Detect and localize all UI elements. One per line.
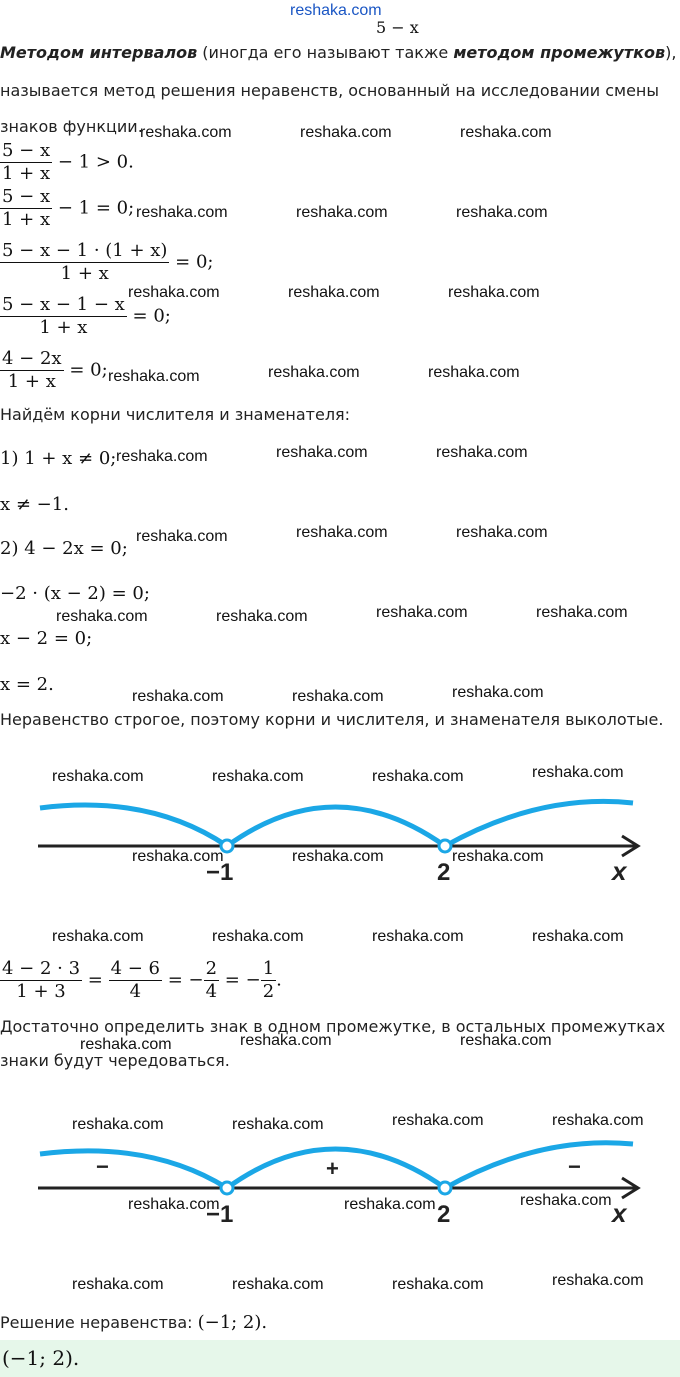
check-eq-1: = — [82, 969, 109, 991]
watermark: reshaka.com — [232, 1276, 324, 1293]
watermark: reshaka.com — [140, 124, 232, 141]
sign-right: − — [568, 1154, 581, 1179]
step-6: x = 2. — [0, 674, 54, 695]
eq3-denominator: 1 + x — [60, 263, 109, 284]
interval-arc-left — [40, 1151, 227, 1188]
solution-label: Решение неравенства: — [0, 1313, 198, 1332]
watermark: reshaka.com — [372, 768, 464, 785]
roots-heading: Найдём корни числителя и знаменателя: — [0, 405, 351, 424]
watermark: reshaka.com — [128, 284, 220, 301]
solution-line — [0, 1312, 267, 1334]
watermark: reshaka.com — [212, 768, 304, 785]
watermark: reshaka.com — [80, 1036, 172, 1053]
watermark: reshaka.com — [344, 1196, 436, 1213]
check-f2-num: 4 − 6 — [110, 958, 161, 979]
point-two — [439, 840, 451, 852]
eq4-denominator: 1 + x — [39, 317, 88, 338]
check-f4-num: 1 — [262, 958, 275, 979]
intro-part-2: ), — [665, 43, 677, 62]
watermark: reshaka.com — [428, 364, 520, 381]
watermark: reshaka.com — [72, 1116, 164, 1133]
check-f1-num: 4 − 2 · 3 — [2, 958, 81, 979]
watermark: reshaka.com — [268, 364, 360, 381]
equation-1 — [0, 140, 134, 185]
watermark: reshaka.com — [456, 204, 548, 221]
check-f2-den: 4 — [129, 981, 142, 1002]
interval-arc-middle — [227, 807, 445, 846]
eq5-numerator: 4 − 2x — [2, 348, 62, 369]
watermark: reshaka.com — [460, 1032, 552, 1049]
number-line-1 — [0, 788, 680, 888]
sign-left: − — [96, 1154, 109, 1179]
interval-arc-left — [40, 805, 227, 846]
watermark: reshaka.com — [552, 1272, 644, 1289]
watermark: reshaka.com — [532, 764, 624, 781]
eq2-rest: − 1 = 0; — [52, 197, 135, 219]
watermark: reshaka.com — [372, 928, 464, 945]
watermark: reshaka.com — [376, 604, 468, 621]
sign-middle: + — [326, 1156, 339, 1181]
eq4-numerator: 5 − x − 1 − x — [2, 294, 125, 315]
watermark: reshaka.com — [452, 848, 544, 865]
answer-value: (−1; 2). — [2, 1346, 80, 1370]
watermark: reshaka.com — [132, 848, 224, 865]
eq1-rest: − 1 > 0. — [52, 151, 134, 173]
watermark: reshaka.com — [276, 444, 368, 461]
intro-line-2: называется метод решения неравенств, основанный на исследовании смены — [0, 81, 660, 100]
watermark: reshaka.com — [108, 368, 200, 385]
step-5: x − 2 = 0; — [0, 628, 93, 649]
label-x: x — [612, 1198, 627, 1228]
watermark: reshaka.com — [456, 524, 548, 541]
answer-box — [0, 1340, 680, 1377]
watermark: reshaka.com — [52, 928, 144, 945]
check-eq-2: = − — [162, 969, 204, 991]
watermark: reshaka.com — [52, 768, 144, 785]
watermark: reshaka.com — [296, 524, 388, 541]
check-eq-3: = − — [219, 969, 261, 991]
watermark: reshaka.com — [536, 604, 628, 621]
eq1-numerator: 5 − x — [2, 140, 51, 161]
watermark: reshaka.com — [72, 1276, 164, 1293]
step-2: x ≠ −1. — [0, 494, 69, 515]
step-4: −2 · (x − 2) = 0; — [0, 583, 150, 604]
watermark: reshaka.com — [460, 124, 552, 141]
eq1-denominator: 1 + x — [2, 163, 51, 184]
step-1: 1) 1 + x ≠ 0; — [0, 448, 117, 469]
strict-note: Неравенство строгое, поэтому корни и числителя, и знаменателя выколотые. — [0, 710, 664, 729]
label-x: x — [612, 856, 627, 886]
label-two: 2 — [437, 859, 451, 886]
watermark: reshaka.com — [452, 684, 544, 701]
watermark: reshaka.com — [296, 204, 388, 221]
check-f1-den: 1 + 3 — [16, 981, 66, 1002]
watermark: reshaka.com — [132, 688, 224, 705]
point-two — [439, 1182, 451, 1194]
watermark: reshaka.com — [232, 1116, 324, 1133]
check-f3-den: 4 — [205, 981, 218, 1002]
watermark: reshaka.com — [212, 928, 304, 945]
eq5-denominator: 1 + x — [7, 371, 56, 392]
step-3: 2) 4 − 2x = 0; — [0, 538, 128, 559]
eq3-numerator: 5 − x − 1 · (1 + x) — [2, 240, 168, 261]
term-interval-method: Методом интервалов — [0, 43, 198, 62]
sign-note-line-1: Достаточно определить знак в одном промежутке, в остальных промежутках — [0, 1017, 666, 1036]
check-f3-num: 2 — [205, 958, 218, 979]
intro-line-1 — [0, 42, 676, 64]
watermark: reshaka.com — [532, 928, 624, 945]
watermark: reshaka.com — [240, 1032, 332, 1049]
watermark: reshaka.com — [552, 1112, 644, 1129]
eq4-rest: = 0; — [126, 305, 171, 327]
term-gap-method: методом промежутков — [453, 43, 666, 62]
watermark: reshaka.com — [116, 448, 208, 465]
eq2-denominator: 1 + x — [2, 209, 51, 230]
check-end: . — [276, 969, 282, 991]
watermark: reshaka.com — [56, 608, 148, 625]
sign-note-line-2: знаки будут чередоваться. — [0, 1051, 230, 1070]
point-minus-one — [221, 1182, 233, 1194]
watermark: reshaka.com — [128, 1196, 220, 1213]
check-computation — [0, 958, 282, 1003]
watermark: reshaka.com — [136, 204, 228, 221]
watermark: reshaka.com — [436, 444, 528, 461]
solution-value: (−1; 2). — [197, 1312, 268, 1333]
eq2-numerator: 5 − x — [2, 186, 51, 207]
number-line-2 — [0, 1130, 680, 1230]
partial-expression: 5 − x — [376, 18, 419, 37]
equation-3 — [0, 240, 214, 285]
eq5-rest: = 0; — [63, 359, 108, 381]
watermark: reshaka.com — [392, 1112, 484, 1129]
interval-arc-right — [445, 1143, 633, 1188]
watermark: reshaka.com — [288, 284, 380, 301]
label-minus-one: −1 — [206, 1201, 234, 1228]
label-minus-one: −1 — [206, 859, 234, 886]
equation-5 — [0, 348, 108, 393]
intro-line-3: знаков функции. — [0, 117, 143, 136]
watermark: reshaka.com — [520, 1192, 612, 1209]
eq3-rest: = 0; — [169, 251, 214, 273]
watermark: reshaka.com — [216, 608, 308, 625]
intro-part-1: (иногда его называют также — [197, 43, 454, 62]
label-two: 2 — [437, 1201, 451, 1228]
watermark: reshaka.com — [136, 528, 228, 545]
check-f4-den: 2 — [262, 981, 275, 1002]
interval-arc-right — [445, 801, 633, 846]
watermark: reshaka.com — [300, 124, 392, 141]
equation-2 — [0, 186, 134, 231]
watermark: reshaka.com — [448, 284, 540, 301]
watermark: reshaka.com — [292, 688, 384, 705]
watermark: reshaka.com — [292, 848, 384, 865]
watermark: reshaka.com — [392, 1276, 484, 1293]
site-header-link[interactable]: reshaka.com — [290, 2, 382, 19]
